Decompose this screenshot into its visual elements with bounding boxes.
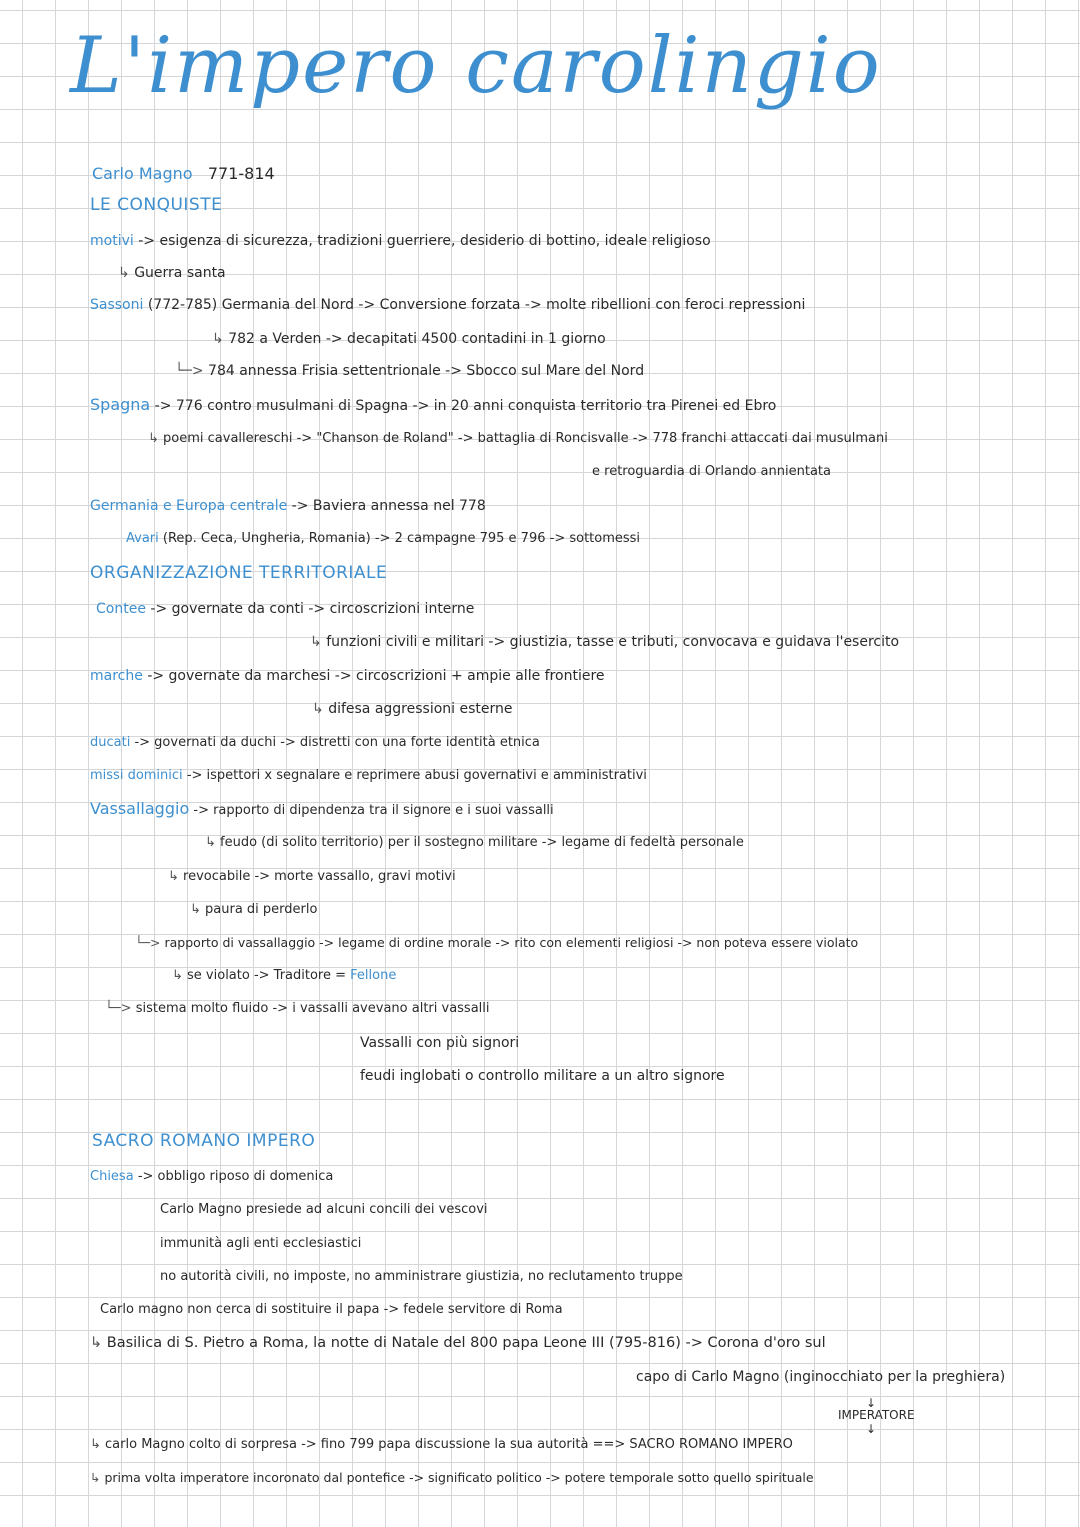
line-guerra	[118, 264, 226, 282]
text-vassallaggio: -> rapporto di dipendenza tra il signore e i suoi vassalli	[193, 803, 554, 818]
line-violato	[172, 967, 396, 985]
text-feudo: feudo (di solito territorio) per il sostegno militare -> legame di fedeltà personale	[220, 835, 744, 850]
line-feudi: feudi inglobati o controllo militare a un altro signore	[360, 1068, 725, 1084]
branch-arrow-icon: ↳	[118, 265, 135, 281]
branch-arrow-icon: ↳	[212, 331, 229, 347]
line-capo: capo di Carlo Magno (inginocchiato per la preghiera)	[636, 1369, 1006, 1385]
text-sassoni: (772-785) Germania del Nord -> Conversione forzata -> molte ribellioni con feroci repressioni	[147, 297, 806, 313]
branch-arrow-icon: ↳	[90, 1470, 105, 1485]
line-presiede: Carlo Magno presiede ad alcuni concili dei vescovi	[160, 1202, 488, 1217]
line-colto	[90, 1436, 793, 1454]
branch-arrow-icon: ↳	[172, 968, 188, 983]
page-title: L'impero carolingio	[70, 21, 882, 111]
label-sassoni: Sassoni	[90, 297, 144, 313]
line-spagna	[90, 396, 776, 415]
line-verden	[212, 330, 606, 348]
text-marche: -> governate da marchesi -> circoscrizioni + ampie alle frontiere	[147, 668, 605, 684]
branch-arrow-icon: └─>	[135, 935, 165, 950]
line-cerca: Carlo magno non cerca di sostituire il papa -> fedele servitore di Roma	[100, 1302, 563, 1317]
line-missi	[90, 767, 647, 785]
label-germania: Germania e Europa centrale	[90, 498, 288, 514]
text-guerra: Guerra santa	[134, 265, 226, 281]
line-prima	[90, 1469, 814, 1487]
line-vassallaggio	[90, 800, 554, 820]
ruler-dates: 771-814	[207, 164, 275, 183]
text-sistema: sistema molto fluido -> i vassalli avevano altri vassalli	[135, 1001, 490, 1016]
text-rapporto: rapporto di vassallaggio -> legame di ordine morale -> rito con elementi religiosi -> non poteva essere violato	[164, 935, 859, 950]
name-dates-line	[92, 165, 275, 183]
line-no-autorita: no autorità civili, no imposte, no amministrare giustizia, no reclutamento truppe	[160, 1269, 683, 1284]
text-frisia: 784 annessa Frisia settentrionale -> Sbocco sul Mare del Nord	[208, 363, 645, 379]
branch-arrow-icon: ↳	[148, 431, 164, 446]
label-avari: Avari	[126, 531, 159, 546]
branch-arrow-icon: ↳	[190, 902, 206, 917]
branch-arrow-icon: └─>	[105, 1001, 136, 1016]
branch-arrow-icon: └─>	[175, 363, 209, 379]
section-conquiste: LE CONQUISTE	[90, 195, 223, 215]
branch-arrow-icon: ↳	[90, 1437, 106, 1452]
line-germania	[90, 497, 486, 515]
line-chiesa	[90, 1168, 333, 1186]
branch-arrow-icon: ↳	[90, 1335, 107, 1351]
line-poemi	[148, 430, 888, 448]
text-poemi: poemi cavallereschi -> "Chanson de Roland" -> battaglia di Roncisvalle -> 778 franchi attaccati dai musulmani	[163, 431, 888, 446]
branch-arrow-icon: ↳	[312, 701, 329, 717]
line-sistema	[105, 1000, 490, 1018]
text-basilica: Basilica di S. Pietro a Roma, la notte di Natale del 800 papa Leone III (795-816) -> Corona d'oro sul	[106, 1335, 826, 1351]
line-imperatore: IMPERATORE	[838, 1408, 915, 1422]
label-chiesa: Chiesa	[90, 1169, 134, 1184]
label-spagna: Spagna	[90, 395, 151, 414]
text-spagna: -> 776 contro musulmani di Spagna -> in 20 anni conquista territorio tra Pirenei ed Ebro	[154, 398, 777, 414]
text-prima: prima volta imperatore incoronato dal pontefice -> significato politico -> potere temporale sotto quello spirituale	[104, 1470, 814, 1485]
label-marche: marche	[90, 668, 143, 684]
line-paura	[190, 901, 317, 919]
line-contee	[96, 600, 474, 618]
label-missi: missi dominici	[90, 768, 183, 783]
branch-arrow-icon: ↳	[310, 634, 327, 650]
text-paura: paura di perderlo	[205, 902, 318, 917]
text-avari: (Rep. Ceca, Ungheria, Romania) -> 2 campagne 795 e 796 -> sottomessi	[162, 531, 641, 546]
text-verden: 782 a Verden -> decapitati 4500 contadini in 1 giorno	[228, 331, 606, 347]
text-contee: -> governate da conti -> circoscrizioni interne	[150, 601, 475, 617]
down-arrow-icon-2: ↓	[866, 1422, 877, 1436]
text-motivi: -> esigenza di sicurezza, tradizioni guerriere, desiderio di bottino, ideale religioso	[138, 233, 711, 249]
text-ducati: -> governati da duchi -> distretti con una forte identità etnica	[134, 735, 540, 750]
text-funzioni: funzioni civili e militari -> giustizia, tasse e tributi, convocava e guidava l'esercito	[326, 634, 900, 650]
label-motivi: motivi	[90, 233, 134, 249]
label-ducati: ducati	[90, 735, 131, 750]
label-vassallaggio: Vassallaggio	[90, 799, 190, 818]
text-missi: -> ispettori x segnalare e reprimere abusi governativi e amministrativi	[186, 768, 647, 783]
text-germania: -> Baviera annessa nel 778	[291, 498, 486, 514]
line-avari	[126, 530, 640, 548]
down-arrow-icon: ↓	[866, 1396, 877, 1410]
line-difesa	[312, 700, 513, 718]
line-revocabile	[168, 868, 456, 886]
line-motivi	[90, 232, 711, 250]
line-retroguardia: e retroguardia di Orlando annientata	[592, 464, 831, 479]
line-immunita: immunità agli enti ecclesiastici	[160, 1236, 362, 1251]
branch-arrow-icon: ↳	[205, 835, 221, 850]
line-marche	[90, 667, 605, 685]
line-vassalli-piu: Vassalli con più signori	[360, 1035, 520, 1051]
label-contee: Contee	[96, 601, 146, 617]
branch-arrow-icon: ↳	[168, 869, 184, 884]
text-revocabile: revocabile -> morte vassallo, gravi motivi	[183, 869, 456, 884]
line-sassoni	[90, 296, 805, 314]
line-funzioni	[310, 633, 899, 651]
section-sacro: SACRO ROMANO IMPERO	[92, 1131, 316, 1151]
text-colto: carlo Magno colto di sorpresa -> fino 799 papa discussione la sua autorità ==> SACRO ROMANO IMPERO	[105, 1437, 793, 1452]
text-difesa: difesa aggressioni esterne	[328, 701, 513, 717]
line-basilica	[90, 1334, 826, 1352]
line-frisia	[175, 362, 644, 380]
line-ducati	[90, 734, 540, 752]
ruler-name: Carlo Magno	[92, 164, 193, 183]
line-feudo	[205, 834, 744, 852]
text-violato: se violato -> Traditore =	[187, 968, 351, 983]
text-chiesa: -> obbligo riposo di domenica	[137, 1169, 334, 1184]
line-rapporto	[135, 934, 858, 952]
text-fellone: Fellone	[350, 968, 397, 983]
section-organizzazione: ORGANIZZAZIONE TERRITORIALE	[90, 563, 388, 583]
